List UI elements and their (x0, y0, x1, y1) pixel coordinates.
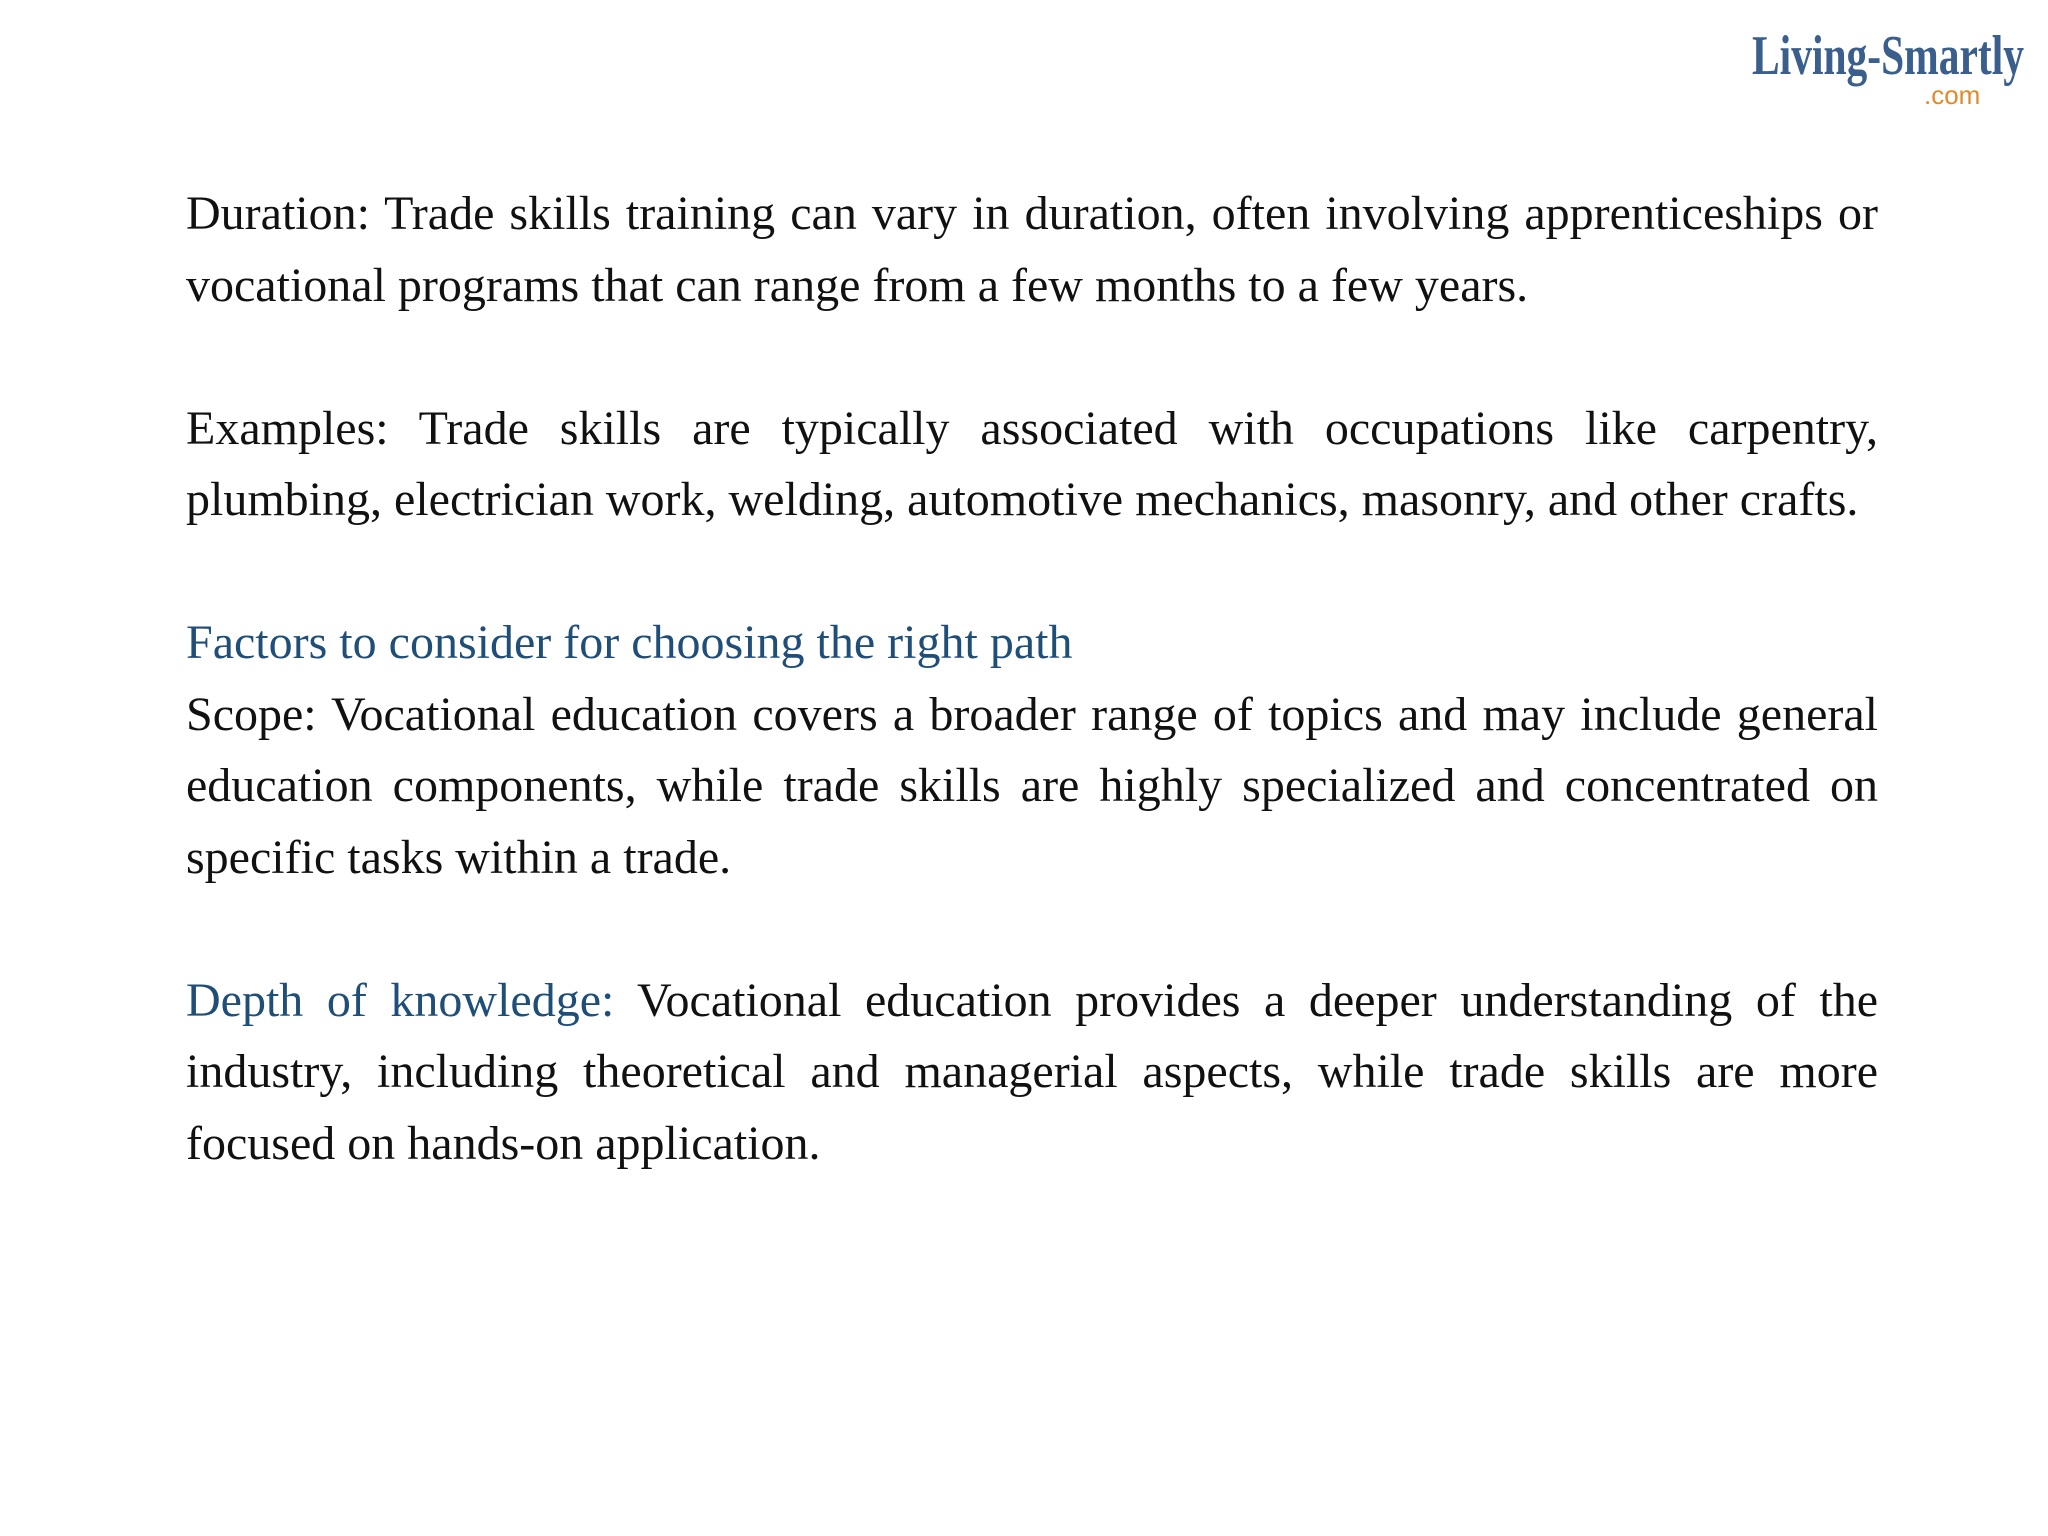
section-heading: Factors to consider for choosing the right path (186, 616, 1073, 669)
examples-paragraph: Examples: Trade skills are typically associated with occupations like carpentry, plumbing, electrician work, welding, automotive mechanics, masonry, and other crafts. (186, 401, 1878, 526)
document-body (186, 178, 1878, 1179)
depth-paragraph (186, 965, 1878, 1180)
logo-sub-text: .com (1924, 80, 1981, 110)
scope-paragraph: Scope: Vocational education covers a broader range of topics and may include general education components, while trade skills are highly specialized and concentrated on specific tasks within a trade. (186, 687, 1878, 884)
duration-paragraph: Duration: Trade skills training can vary in duration, often involving apprenticeships or vocational programs that can range from a few months to a few years. (186, 187, 1878, 312)
logo-graphic (1746, 22, 2036, 112)
depth-label: Depth of knowledge: (186, 973, 615, 1027)
logo-main-text: Living-Smartly (1752, 25, 2024, 87)
depth-text: Vocational education provides a deeper understanding of the industry, including theoretical and managerial aspects, while trade skills are more focused on hands-on application. (186, 973, 1879, 1170)
living-smartly-logo (1746, 22, 2036, 112)
